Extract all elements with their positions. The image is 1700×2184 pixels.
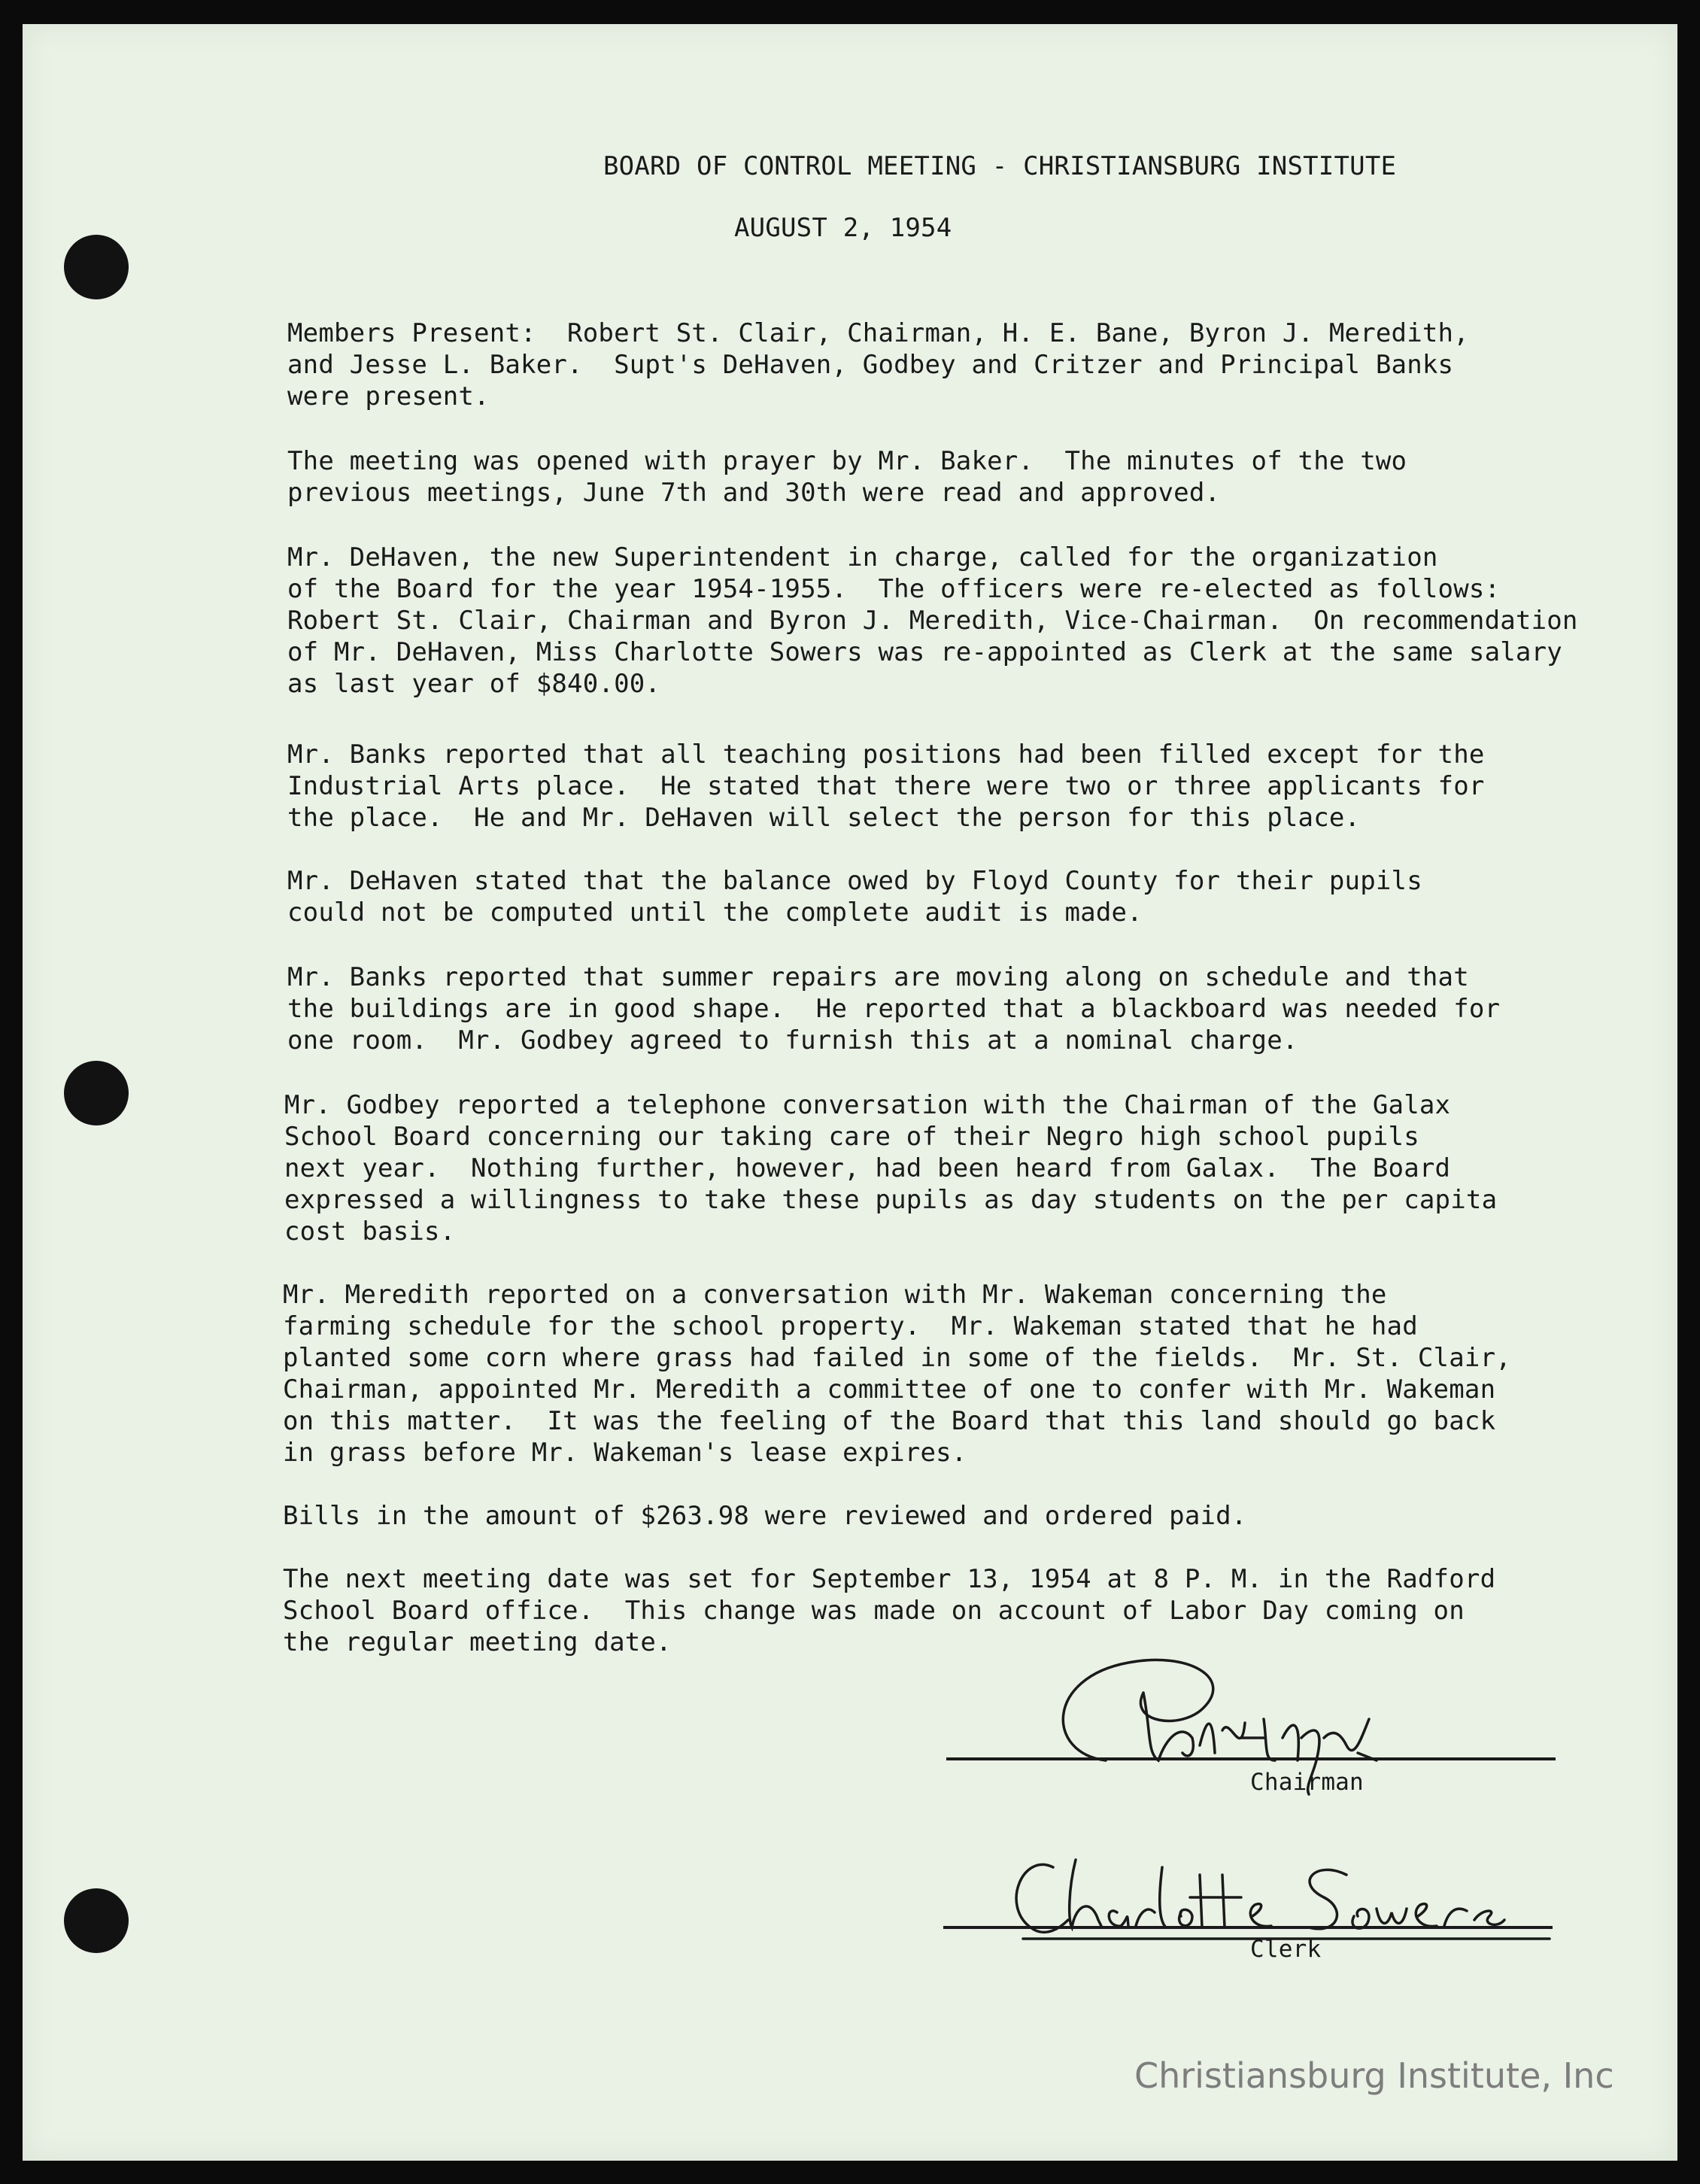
paragraph-opening: The meeting was opened with prayer by Mr. Baker. The minutes of the two previous meetings, June 7th and 30th were read and approved. bbox=[287, 446, 1407, 508]
watermark-text: Christiansburg Institute, Inc bbox=[1134, 2055, 1614, 2096]
chairman-signature bbox=[1015, 1648, 1482, 1798]
paragraph-next-meeting: The next meeting date was set for September 13, 1954 at 8 P. M. in the Radford School Board office. This change was made on account of Labor Day coming on the regular meeting date. bbox=[283, 1564, 1496, 1657]
paragraph-summer-repairs: Mr. Banks reported that summer repairs are moving along on schedule and that the buildings are in good shape. He reported that a blackboard was needed for one room. Mr. Godbey agreed to furnish this at a nominal charge. bbox=[287, 962, 1501, 1056]
punch-hole-middle bbox=[64, 1061, 129, 1125]
clerk-signature-line bbox=[943, 1926, 1553, 1929]
paragraph-members-present: Members Present: Robert St. Clair, Chairman, H. E. Bane, Byron J. Meredith, and Jesse L. Baker. Supt's DeHaven, Godbey and Critzer and Principal Banks were present. bbox=[287, 318, 1469, 412]
chairman-label: Chairman bbox=[1250, 1769, 1364, 1796]
paragraph-organization: Mr. DeHaven, the new Superintendent in charge, called for the organization of the Board for the year 1954-1955. The officers were re-elected as follows: Robert St. Clair, Chairman and Byron J. Meredith, Vice-Chairman. On recommendation of Mr. DeHaven, Miss Charlotte Sowers was re-appointed as Clerk at the same salary as last year of $840.00. bbox=[287, 542, 1578, 699]
punch-hole-bottom bbox=[64, 1888, 129, 1953]
document-page bbox=[23, 24, 1677, 2161]
punch-hole-top bbox=[64, 235, 129, 299]
clerk-label: Clerk bbox=[1250, 1936, 1322, 1963]
chairman-signature-line bbox=[946, 1757, 1556, 1760]
paragraph-floyd-county: Mr. DeHaven stated that the balance owed by Floyd County for their pupils could not be computed until the complete audit is made. bbox=[287, 866, 1422, 928]
paragraph-galax: Mr. Godbey reported a telephone conversation with the Chairman of the Galax School Board concerning our taking care of their Negro high school pupils next year. Nothing further, however, had been heard from Galax. The Board expressed a willingness to take these pupils as day students on the per capita cost basis. bbox=[284, 1090, 1498, 1247]
paragraph-wakeman: Mr. Meredith reported on a conversation with Mr. Wakeman concerning the farming schedule for the school property. Mr. Wakeman stated that he had planted some corn where grass had failed in some of the fields. Mr. St. Clair, Chairman, appointed Mr. Meredith a committee of one to confer with Mr. Wakeman on this matter. It was the feeling of the Board that this land should go back in grass before Mr. Wakeman's lease expires. bbox=[283, 1280, 1511, 1468]
document-title: BOARD OF CONTROL MEETING - CHRISTIANSBURG INSTITUTE bbox=[603, 151, 1397, 181]
document-date: AUGUST 2, 1954 bbox=[734, 213, 952, 243]
paragraph-teaching-positions: Mr. Banks reported that all teaching positions had been filled except for the Industrial Arts place. He stated that there were two or three applicants for the place. He and Mr. DeHaven will select the person for this place. bbox=[287, 740, 1485, 833]
paragraph-bills: Bills in the amount of $263.98 were reviewed and ordered paid. bbox=[283, 1501, 1247, 1531]
